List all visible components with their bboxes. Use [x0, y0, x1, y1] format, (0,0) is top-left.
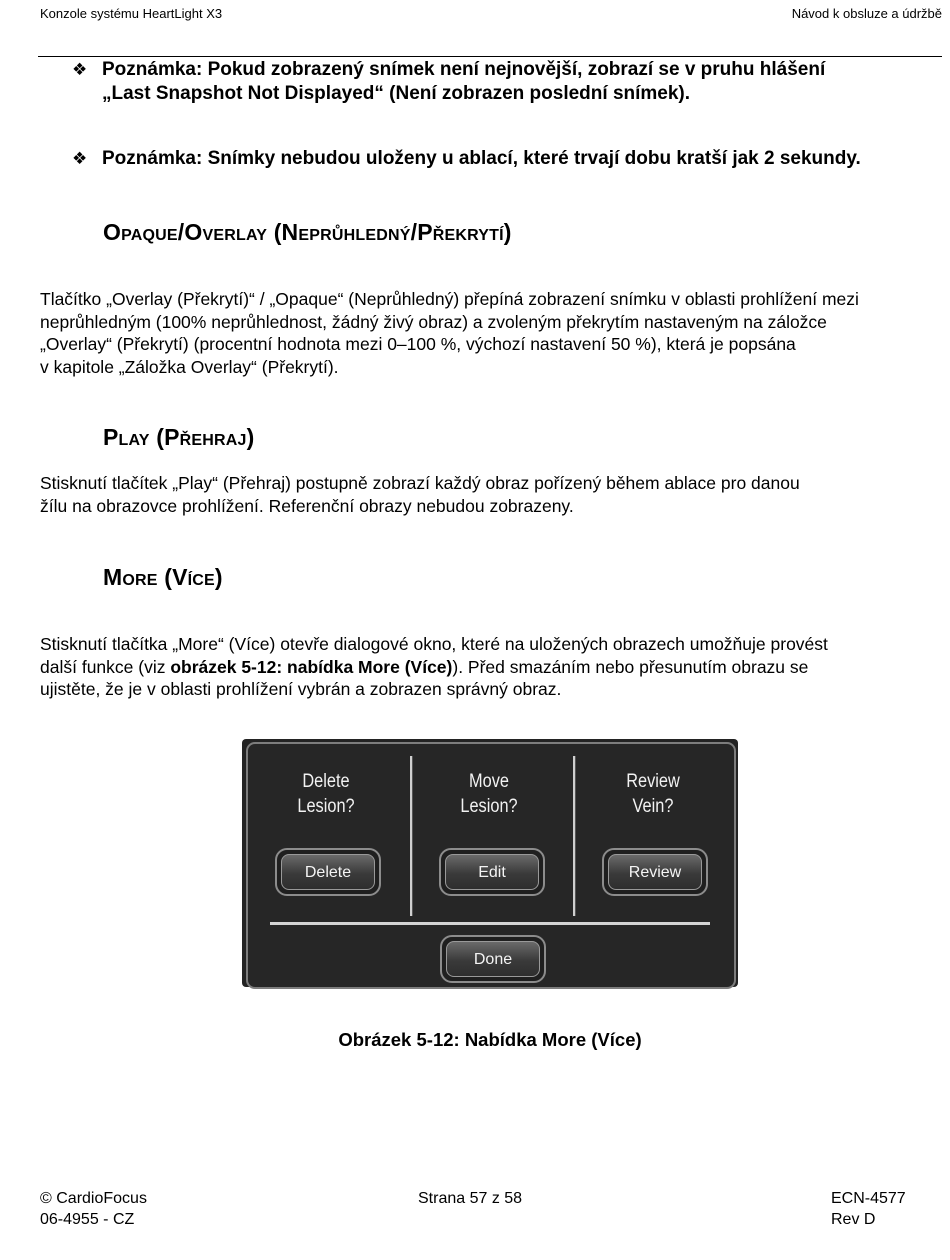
revision: Rev D [831, 1211, 876, 1228]
note-line: „Last Snapshot Not Displayed“ (Není zobrazen poslední snímek). [102, 83, 691, 104]
document-number: 06-4955 - CZ [40, 1211, 135, 1228]
copyright: © CardioFocus [40, 1190, 147, 1207]
paragraph-line: „Overlay“ (Překrytí) (procentní hodnota mezi 0–100 %, výchozí nastavení 50 %), která je popsána [40, 334, 796, 354]
label-line: Move [469, 771, 509, 792]
delete-lesion-label [262, 769, 391, 819]
more-dialog-screenshot [242, 739, 738, 987]
note-line: Poznámka: Pokud zobrazený snímek není nejnovější, zobrazí se v pruhu hlášení [102, 59, 826, 80]
delete-button-frame [275, 848, 381, 896]
heading-opaque-overlay: Opaque/Overlay (Neprůhledný/Překrytí) [103, 219, 512, 245]
heading-more: More (Více) [103, 564, 223, 590]
label-line: Vein? [632, 796, 674, 817]
paragraph-line [40, 656, 940, 679]
column-divider [573, 756, 575, 916]
more-dialog-panel [246, 742, 736, 989]
paragraph-line: ujistěte, že je v oblasti prohlížení vybrán a zobrazen správný obraz. [40, 679, 562, 699]
paragraph-opaque-overlay [40, 288, 940, 378]
bullet-icon: ❖ [72, 60, 88, 79]
text-run: ). Před smazáním nebo přesunutím obrazu se [452, 656, 809, 677]
paragraph-line: v kapitole „Záložka Overlay“ (Překrytí). [40, 356, 339, 377]
ecn-number: ECN-4577 [831, 1190, 906, 1207]
row-divider [270, 922, 710, 925]
page-header-title: Konzole systému HeartLight X3 [40, 6, 223, 21]
review-button[interactable]: Review [608, 854, 702, 890]
paragraph-line: Tlačítko „Overlay (Překrytí)“ / „Opaque“ (Neprůhledný) přepíná zobrazení snímku v oblasti prohlížení mezi [40, 289, 859, 309]
label-line: Lesion? [297, 796, 355, 817]
paragraph-play [40, 472, 940, 517]
label-line: Lesion? [460, 796, 518, 817]
page-number: Strana 57 z 58 [418, 1190, 523, 1207]
note-line: Poznámka: Snímky nebudou uloženy u ablací, které trvají dobu kratší jak 2 sekundy. [102, 148, 861, 169]
review-vein-label [589, 769, 718, 819]
figure-caption: Obrázek 5-12: Nabídka More (Více) [338, 1029, 642, 1050]
paragraph-more [40, 633, 940, 701]
edit-button[interactable]: Edit [445, 854, 539, 890]
review-button-frame [602, 848, 708, 896]
paragraph-line: žílu na obrazovce prohlížení. Referenční obrazy nebudou zobrazeny. [40, 495, 574, 516]
note-last-snapshot [72, 58, 942, 106]
paragraph-line: Stisknutí tlačítka „More“ (Více) otevře dialogové okno, které na uložených obrazech umožňuje provést [40, 634, 828, 654]
paragraph-line: Stisknutí tlačítek „Play“ (Přehraj) postupně zobrazí každý obraz pořízený během ablace pro danou [40, 473, 800, 493]
bullet-icon: ❖ [72, 149, 88, 168]
header-divider [38, 56, 942, 57]
label-line: Review [626, 771, 680, 792]
edit-button-frame [439, 848, 545, 896]
text-run: další funkce (viz [40, 656, 171, 677]
heading-play: Play (Přehraj) [103, 424, 255, 450]
move-lesion-label [425, 769, 554, 819]
done-button-frame [440, 935, 546, 983]
label-line: Delete [302, 771, 350, 792]
footer-right [831, 1188, 906, 1230]
note-ablation-duration [72, 147, 942, 171]
figure-reference: obrázek 5-12: nabídka More (Více) [170, 656, 453, 677]
delete-button[interactable]: Delete [281, 854, 375, 890]
paragraph-line: neprůhledným (100% neprůhlednost, žádný živý obraz) a zvoleným překrytím nastaveným na záložce [40, 311, 827, 332]
done-button[interactable]: Done [446, 941, 540, 977]
footer-left [40, 1188, 147, 1230]
column-divider [410, 756, 412, 916]
page-header-subtitle: Návod k obsluze a údržbě [791, 6, 942, 21]
